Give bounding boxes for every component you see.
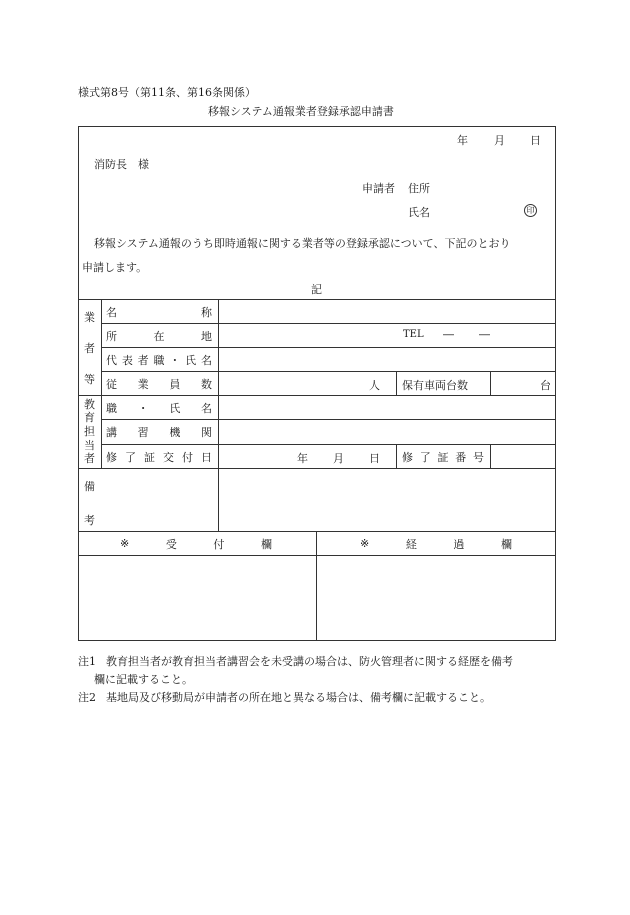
reception-header: ※ 受 付 欄 [120, 537, 272, 551]
tel-dash: ― [479, 328, 490, 341]
label-issue-date: 修 了 証 交 付 日 [106, 450, 212, 464]
progress-header: ※ 経 過 欄 [360, 537, 512, 551]
remarks-label: 考 [84, 514, 95, 527]
rule [78, 468, 556, 469]
rule [490, 371, 491, 395]
applicant-label: 申請者 [362, 182, 395, 195]
label-representative: 代 表 者 職 ・ 氏 名 [106, 353, 212, 367]
note-label: 注1 [78, 655, 96, 668]
applicant-name-label: 氏名 [408, 206, 430, 219]
education-group-label: 教 育 担 当 者 [84, 397, 95, 466]
rule [78, 555, 556, 556]
tel-dash: ― [443, 328, 454, 341]
vehicles-unit: 台 [540, 379, 551, 392]
addressee: 消防長 様 [94, 158, 149, 171]
note-text: 欄に記載すること。 [94, 673, 193, 686]
rule [101, 299, 102, 468]
issue-day: 日 [369, 452, 380, 465]
label-vehicles: 保有車両台数 [402, 379, 468, 392]
issue-year: 年 [297, 452, 308, 465]
date-day: 日 [530, 134, 541, 147]
label-edu-name: 職 ・ 氏 名 [106, 401, 212, 415]
remarks-label: 備 [84, 480, 95, 493]
label-cert-number: 修 了 証 番 号 [402, 450, 484, 464]
body-text-line1: 移報システム通報のうち即時通報に関する業者等の登録承認について、下記のとおり [94, 237, 511, 250]
note-text: 教育担当者が教育担当者講習会を未受講の場合は、防火管理者に関する経歴を備考 [106, 655, 513, 668]
body-text-line2: 申請します。 [82, 261, 148, 274]
rule [396, 371, 397, 395]
label-institution: 講 習 機 関 [106, 426, 212, 439]
form-title: 移報システム通報業者登録承認申請書 [208, 105, 394, 118]
note-label: 注2 [78, 691, 96, 704]
ki-heading: 記 [311, 283, 322, 296]
rule [490, 444, 491, 468]
date-month: 月 [494, 134, 505, 147]
applicant-address-label: 住所 [408, 182, 430, 195]
label-location: 所 在 地 [106, 329, 212, 343]
persons-unit: 人 [369, 379, 380, 392]
form-number: 様式第8号（第11条、第16条関係） [78, 86, 256, 99]
label-employees: 従 業 員 数 [106, 377, 212, 391]
label-name: 名 称 [106, 305, 212, 319]
note-text: 基地局及び移動局が申請者の所在地と異なる場合は、備考欄に記載すること。 [106, 691, 491, 704]
tel-label: TEL [403, 329, 424, 340]
business-group-label: 業 者 等 [84, 311, 95, 386]
rule [316, 531, 317, 641]
rule [218, 299, 219, 531]
date-year: 年 [457, 134, 468, 147]
issue-month: 月 [333, 452, 344, 465]
seal-mark: 印 [524, 204, 537, 217]
rule [396, 444, 397, 468]
